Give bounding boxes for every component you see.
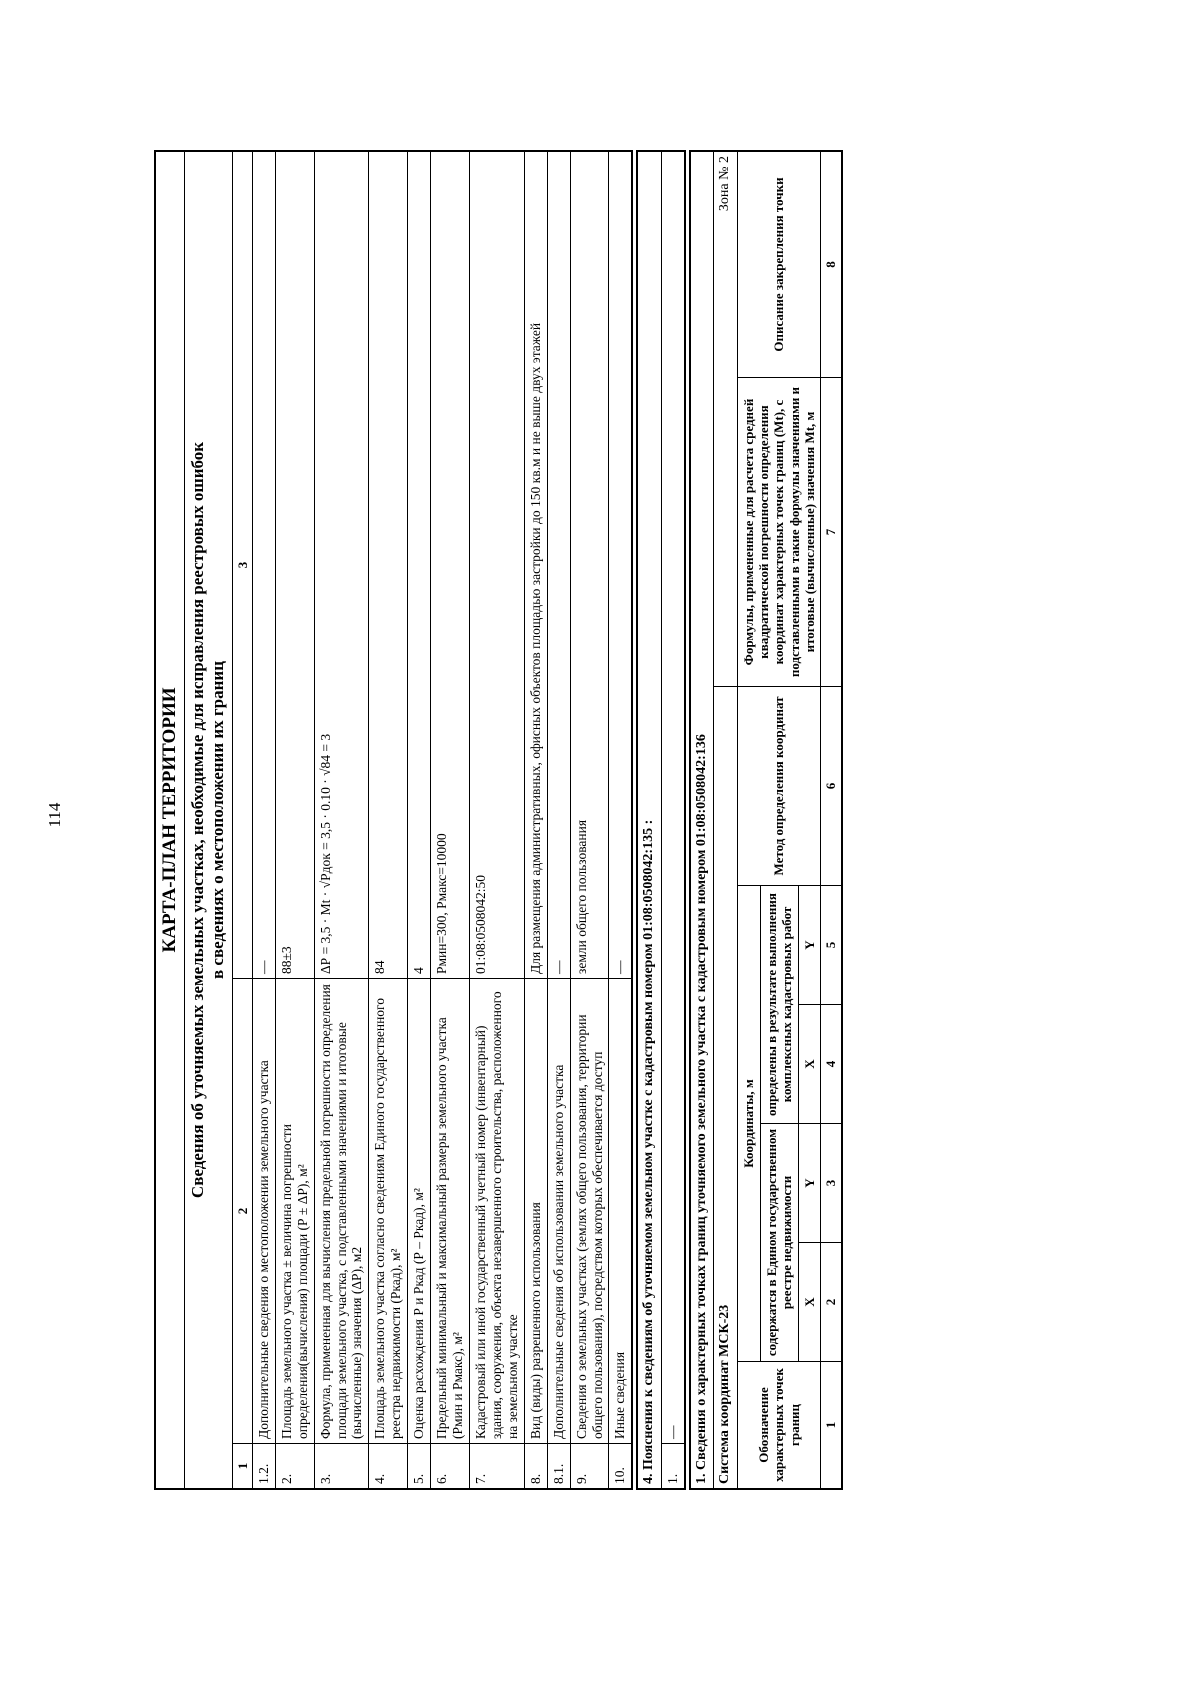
row-label: Площадь земельного участка согласно сведениям Единого государственного реестра недвижимости (Ркад), м²: [369, 979, 408, 1444]
row-number: 7.: [469, 1444, 524, 1490]
row-label: Вид (виды) разрешенного использования: [524, 979, 547, 1444]
row-number: 9.: [570, 1444, 609, 1490]
card-row: [369, 151, 408, 1489]
explanations-title: 4. Пояснения к сведениям об уточняемом земельном участке с кадастровым номером 01:08:0508042:135 :: [637, 151, 661, 1489]
card-row: [252, 151, 275, 1489]
header-formula: Формулы, примененные для расчета средней квадратической погрешности определения координат характерных точек границ (Mt), с подставленными в такие формулы значениями и итоговые (вычисленные) значения Mt, м: [737, 378, 821, 687]
header-result: определены в результате выполнения комплексных кадастровых работ: [760, 886, 798, 1124]
card-row: [275, 151, 314, 1489]
col-header-1: 1: [232, 1444, 252, 1490]
row-value: —: [252, 151, 275, 979]
coords-table: [689, 150, 843, 1490]
row-label: Дополнительные сведения о местоположении земельного участка: [252, 979, 275, 1444]
coord-system: Система координат МСК-23: [714, 687, 738, 1490]
row-number: 10.: [609, 1444, 632, 1490]
card-row: [408, 151, 431, 1489]
card-row: [469, 151, 524, 1489]
explanation-number: 1.: [661, 1444, 684, 1490]
card-subtitle: [185, 151, 232, 1489]
row-label: Сведения о земельных участках (землях общего пользования, территории общего пользования), посредством которых обеспечивается доступ: [570, 979, 609, 1444]
row-label: Предельный минимальный и максимальный размеры земельного участка (Рмин и Рмакс), м²: [431, 979, 470, 1444]
row-number: 4.: [369, 1444, 408, 1490]
row-value: 4: [408, 151, 431, 979]
header-egrn: содержатся в Едином государственном реестре недвижимости: [760, 1124, 798, 1362]
row-value: —: [609, 151, 632, 979]
subtitle-line-2: в сведениях о местоположении их границ: [208, 661, 228, 979]
col-header-3: 3: [232, 151, 252, 979]
column-index: 1: [821, 1362, 842, 1490]
column-index: 6: [821, 687, 842, 886]
column-index: 2: [821, 1243, 842, 1362]
row-label: Кадастровый или иной государственный учетный номер (инвентарный) здания, сооружения, объекта незавершенного строительства, расположенного на земельном участке: [469, 979, 524, 1444]
card-row: [314, 151, 369, 1489]
page-number: 114: [45, 802, 64, 828]
card-table: [154, 150, 633, 1490]
header-description: Описание закрепления точки: [737, 151, 821, 378]
row-label: Иные сведения: [609, 979, 632, 1444]
column-index: 4: [821, 1005, 842, 1124]
row-number: 6.: [431, 1444, 470, 1490]
column-index: 7: [821, 378, 842, 687]
row-value: Для размещения административных, офисных объектов площадью застройки до 150 кв.м и не выше двух этажей: [524, 151, 547, 979]
explanations-rows: [661, 151, 684, 1489]
card-row: [570, 151, 609, 1489]
row-label: Дополнительные сведения об использовании земельного участка: [547, 979, 570, 1444]
card-row: [524, 151, 547, 1489]
document-body: [154, 150, 1074, 1490]
header-y-result: Y: [798, 886, 821, 1005]
header-method: Метод определения координат: [737, 687, 821, 886]
explanation-text: —: [661, 151, 684, 1444]
coords-title: 1. Сведения о характерных точках границ уточняемого земельного участка с кадастровым номером 01:08:0508042:136: [690, 151, 714, 1489]
explanations-table: [636, 150, 685, 1490]
card-rows: [252, 151, 632, 1489]
header-x-egrn: X: [798, 1243, 821, 1362]
column-index-row: [821, 151, 842, 1489]
card-row: [609, 151, 632, 1489]
column-index: 5: [821, 886, 842, 1005]
row-value: ΔР = 3,5 · Mt · √Pдок = 3,5 · 0.10 · √84 = 3: [314, 151, 369, 979]
card-row: [431, 151, 470, 1489]
subtitle-line-1: Сведения об уточняемых земельных участках, необходимые для исправления реестровых ошибок: [188, 441, 208, 1199]
row-label: Формула, примененная для вычисления предельной погрешности определения площади земельного участка, с подставленными значениями и итоговые (вычисленные) значения (ΔР), м2: [314, 979, 369, 1444]
row-number: 8.1.: [547, 1444, 570, 1490]
header-y-egrn: Y: [798, 1124, 821, 1243]
row-label: Оценка расхождения Р и Ркад (Р – Ркад), м²: [408, 979, 431, 1444]
header-x-result: X: [798, 1005, 821, 1124]
header-coords: Координаты, м: [737, 886, 760, 1362]
column-index: 8: [821, 151, 842, 378]
row-value: земли общего пользования: [570, 151, 609, 979]
row-number: 5.: [408, 1444, 431, 1490]
row-number: 3.: [314, 1444, 369, 1490]
row-value: 01:08:0508042:50: [469, 151, 524, 979]
row-label: Площадь земельного участка ± величина погрешности определения(вычисления) площади (Р ± ΔР), м²: [275, 979, 314, 1444]
row-value: Рмин=300, Рмакс=10000: [431, 151, 470, 979]
row-number: 2.: [275, 1444, 314, 1490]
column-index: 3: [821, 1124, 842, 1243]
row-value: —: [547, 151, 570, 979]
coord-zone: Зона № 2: [714, 151, 738, 687]
header-point: Обозначение характерных точек границ: [737, 1362, 821, 1490]
explanation-row: [661, 151, 684, 1489]
col-header-2: 2: [232, 979, 252, 1444]
row-number: 1.2.: [252, 1444, 275, 1490]
row-number: 8.: [524, 1444, 547, 1490]
card-title: КАРТА-ПЛАН ТЕРРИТОРИИ: [155, 151, 185, 1489]
row-value: 88±3: [275, 151, 314, 979]
row-value: 84: [369, 151, 408, 979]
card-row: [547, 151, 570, 1489]
